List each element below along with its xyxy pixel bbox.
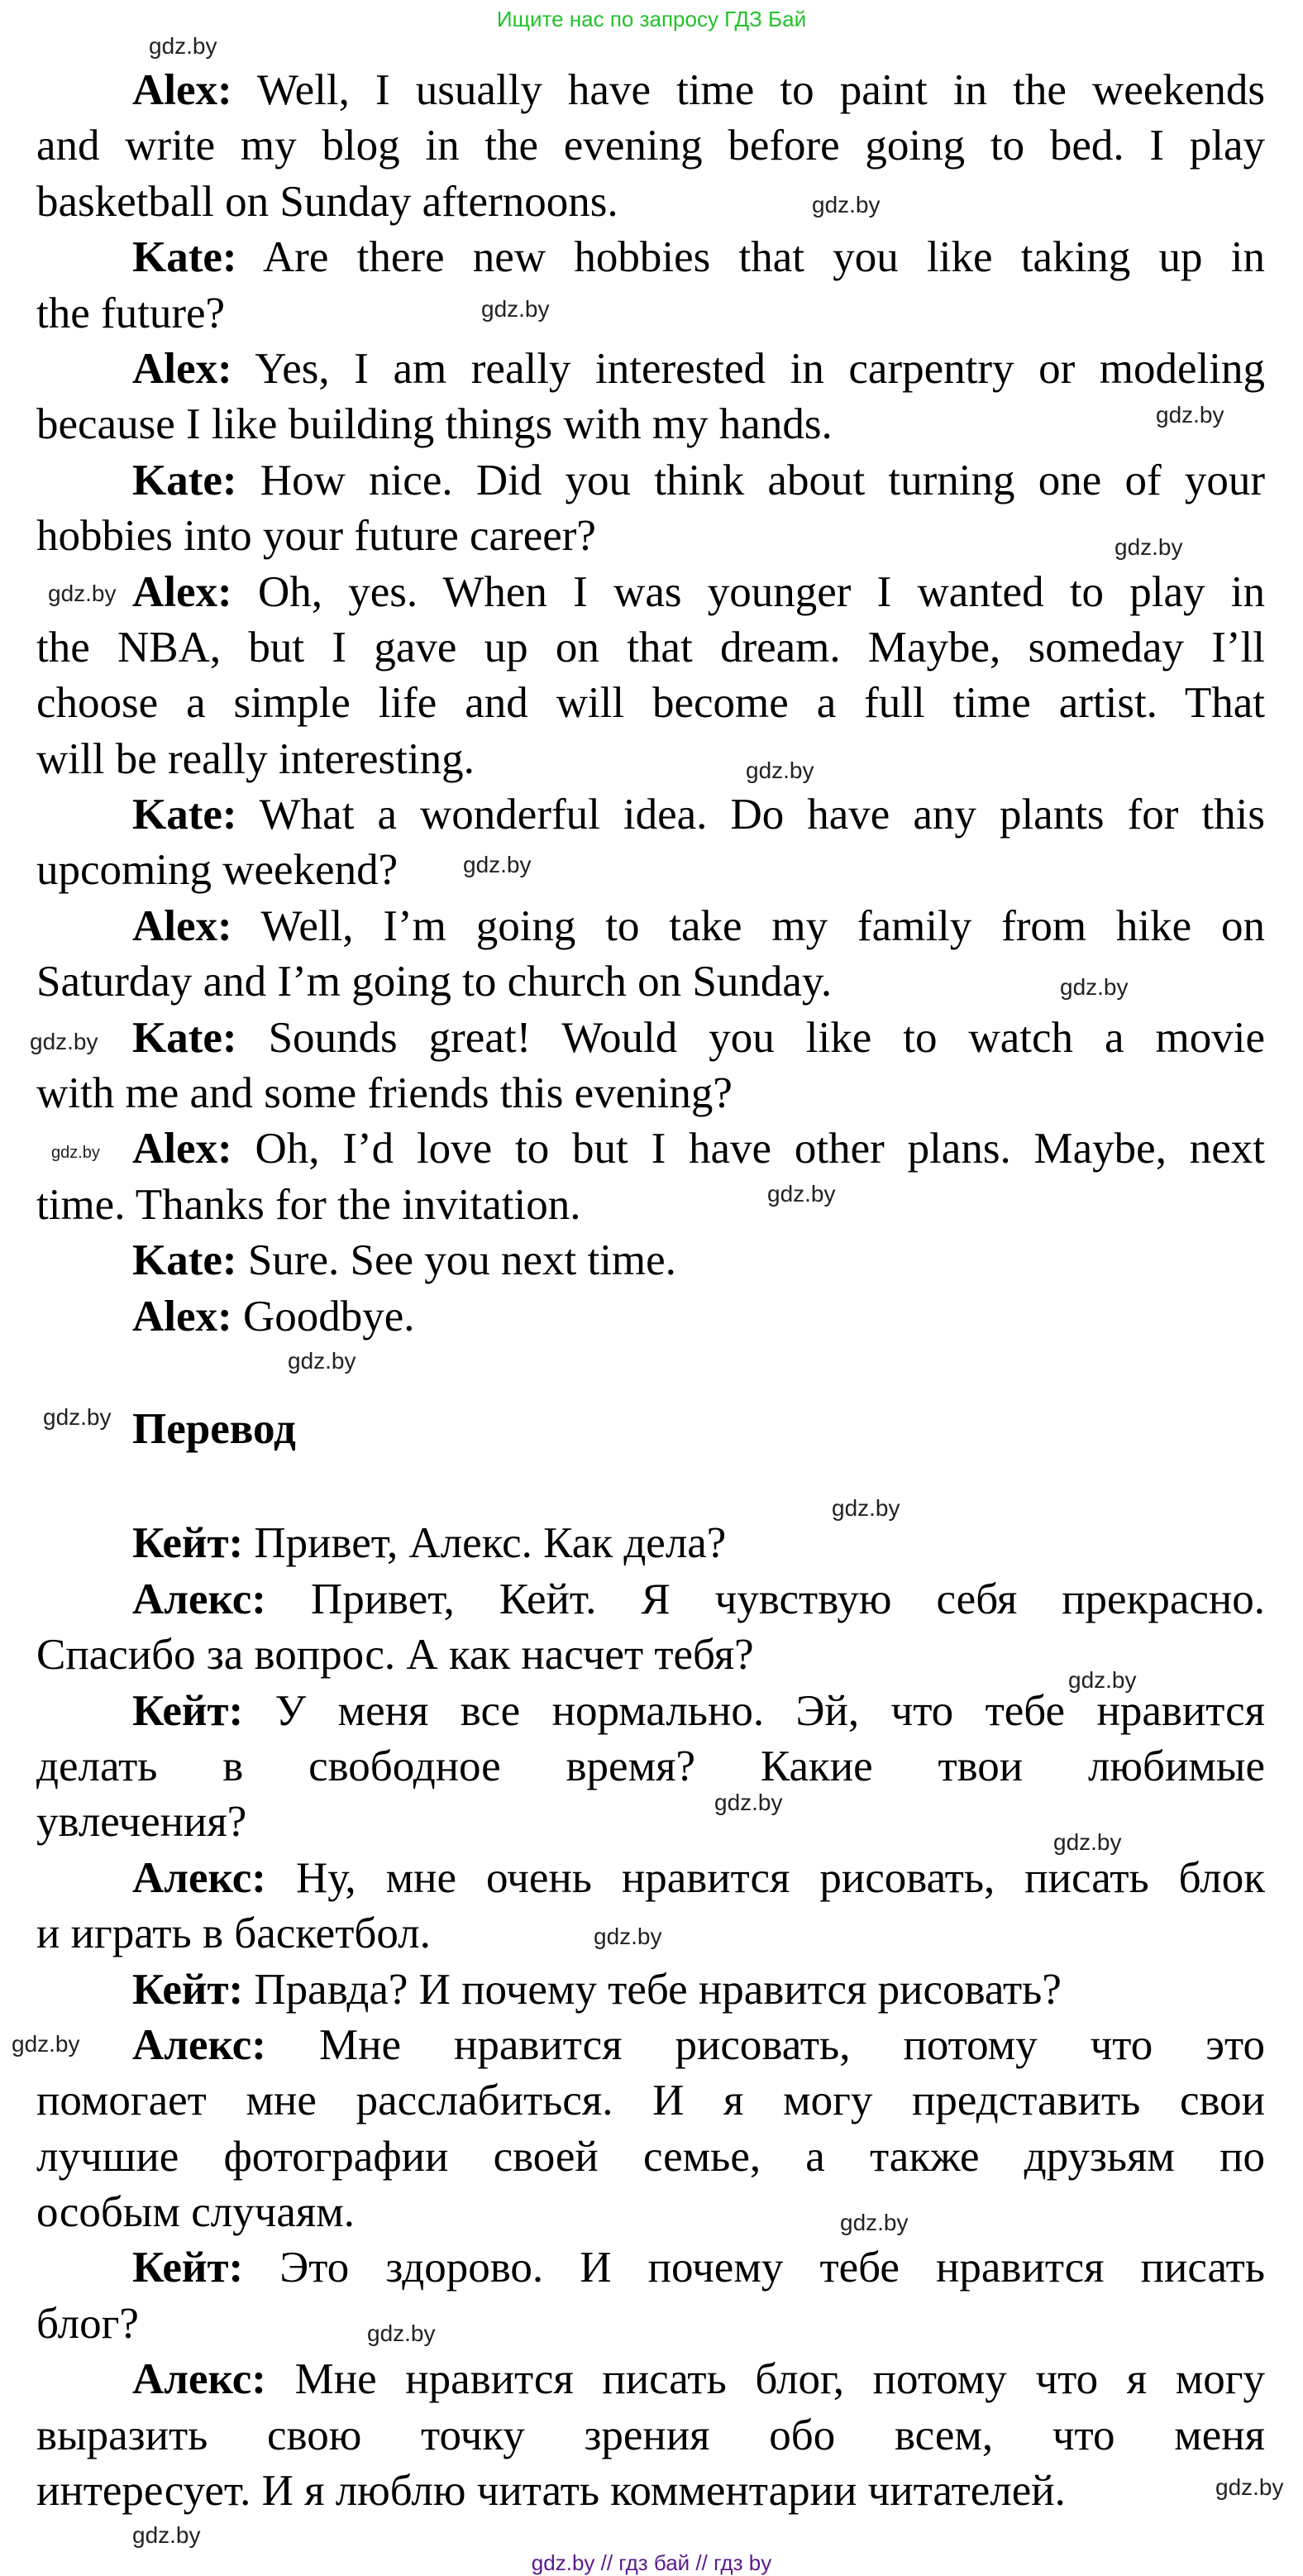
watermark-text: gdz.by <box>51 1144 100 1162</box>
dialogue-line <box>36 1121 1265 1177</box>
line-text: Спасибо за вопрос. А как насчет тебя? <box>36 1631 754 1680</box>
dialogue-line <box>36 899 1265 954</box>
line-text: Sure. See you next time. <box>247 1236 676 1285</box>
speaker-name: Kate: <box>132 1013 237 1062</box>
line-text: Правда? И почему тебе нравится рисовать? <box>254 1965 1062 2014</box>
line-text: time. Thanks for the invitation. <box>36 1180 581 1229</box>
watermark-text: gdz.by <box>481 296 550 322</box>
line-text: делать в свободное время? Какие твои любимые <box>36 1742 1265 1790</box>
line-text: Sounds great! Would you like to watch a movie <box>268 1013 1266 1062</box>
line-text: Oh, yes. When I was younger I wanted to play in <box>257 567 1265 616</box>
line-text: увлечения? <box>36 1798 247 1847</box>
line-text: Well, I’m going to take my family from hike on <box>260 901 1265 950</box>
line-text: will be really interesting. <box>36 734 475 783</box>
dialogue-line <box>36 1572 1265 1627</box>
line-text: the NBA, but I gave up on that dream. Maybe, someday I’ll <box>36 623 1265 671</box>
speaker-name: Kate: <box>132 791 237 839</box>
dialogue-line <box>36 1851 1265 1906</box>
line-text: лучшие фотографии своей семье, а также друзьям по <box>36 2132 1265 2181</box>
line-text: Yes, I am really interested in carpentry or modeling <box>255 344 1265 393</box>
line-text: Are there new hobbies that you like taking up in <box>262 233 1265 282</box>
dialogue-line <box>36 2464 1265 2519</box>
dialogue-line <box>36 2296 1265 2352</box>
watermark-text: gdz.by <box>767 1181 836 1207</box>
dialogue-line <box>36 342 1265 397</box>
speaker-name: Alex: <box>132 567 232 616</box>
speaker-name: Alex: <box>132 1125 232 1173</box>
line-text: Это здорово. И почему тебе нравится писать <box>279 2244 1266 2292</box>
speaker-name: Kate: <box>132 233 237 282</box>
line-text: choose a simple life and will become a full time artist. That <box>36 679 1265 728</box>
dialogue-line <box>36 1011 1265 1066</box>
dialogue-line <box>36 565 1265 620</box>
line-text: Привет, Кейт. Я чувствую себя прекрасно. <box>310 1575 1265 1623</box>
dialogue-line <box>36 2408 1265 2464</box>
dialogue-line <box>36 230 1265 285</box>
watermark-text: gdz.by <box>832 1495 900 1521</box>
speaker-name: Кейт: <box>132 1686 244 1735</box>
speaker-name: Кейт: <box>132 2244 244 2292</box>
watermark-text: gdz.by <box>840 2210 909 2235</box>
dialogue-line <box>36 453 1265 509</box>
watermark-text: gdz.by <box>714 1790 783 1815</box>
watermark-text: gdz.by <box>463 852 532 877</box>
line-text: Мне нравится писать блог, потому что я могу <box>294 2355 1266 2404</box>
line-text: У меня все нормально. Эй, что тебе нравится <box>274 1686 1265 1735</box>
dialogue-line <box>36 732 1265 787</box>
dialogue-line <box>36 1233 1265 1288</box>
line-text: and write my blog in the evening before going to bed. I play <box>36 122 1265 170</box>
line-text: Oh, I’d love to but I have other plans. Maybe, next <box>255 1125 1265 1173</box>
line-text: Ну, мне очень нравится рисовать, писать блок <box>295 1853 1266 1902</box>
watermark-text: gdz.by <box>1060 974 1129 1000</box>
watermark-text: gdz.by <box>746 758 814 783</box>
speaker-name: Алекс: <box>132 1853 266 1902</box>
dialogue-line <box>36 2129 1265 2185</box>
watermark-text: gdz.by <box>1156 402 1224 428</box>
dialogue-line <box>36 509 1265 564</box>
watermark-text: gdz.by <box>594 1924 662 1949</box>
line-text: особым случаям. <box>36 2188 356 2237</box>
speaker-name: Кейт: <box>132 1519 244 1568</box>
watermark-text: gdz.by <box>149 33 217 59</box>
translation-heading: Перевод <box>132 1404 296 1453</box>
line-text: upcoming weekend? <box>36 846 399 895</box>
watermark-text: gdz.by <box>132 2522 201 2548</box>
dialogue-line <box>36 1516 1265 1571</box>
speaker-name: Alex: <box>132 66 232 114</box>
watermark-text: gdz.by <box>812 192 881 217</box>
watermark-text: gdz.by <box>48 581 117 606</box>
dialogue-line <box>36 1962 1265 2018</box>
speaker-name: Алекс: <box>132 2355 266 2404</box>
dialogue-line <box>36 2073 1265 2129</box>
speaker-name: Alex: <box>132 344 232 393</box>
watermark-text: gdz.by <box>367 2320 436 2346</box>
watermark-text: gdz.by <box>12 2031 80 2057</box>
watermark-text: gdz.by <box>288 1348 356 1374</box>
line-text: How nice. Did you think about turning one of your <box>260 456 1266 504</box>
speaker-name: Алекс: <box>132 2020 266 2069</box>
dialogue-line <box>36 1178 1265 1233</box>
search-hint-header: Ищите нас по запросу ГДЗ Бай <box>496 7 807 31</box>
line-text: блог? <box>36 2299 139 2348</box>
watermark-text: gdz.by <box>1068 1667 1137 1693</box>
dialogue-line <box>36 174 1265 230</box>
dialogue-line <box>36 2018 1265 2073</box>
dialogue-line <box>36 620 1265 676</box>
dialogue-line <box>36 787 1265 843</box>
watermark-text: gdz.by <box>30 1029 98 1054</box>
dialogue-line <box>36 118 1265 174</box>
line-text: помогает мне расслабиться. И я могу представить свои <box>36 2077 1265 2125</box>
dialogue-line <box>36 2352 1265 2407</box>
dialogue-line <box>36 2240 1265 2296</box>
dialogue-line <box>36 63 1265 118</box>
line-text: Привет, Алекс. Как дела? <box>254 1519 727 1568</box>
speaker-name: Kate: <box>132 456 237 504</box>
line-text: because I like building things with my hands. <box>36 400 833 449</box>
dialogue-line <box>36 397 1265 452</box>
line-text: Мне нравится рисовать, потому что это <box>318 2020 1266 2069</box>
line-text: What a wonderful idea. Do have any plants for this <box>259 791 1265 839</box>
line-text: Well, I usually have time to paint in the weekends <box>256 66 1265 114</box>
dialogue-line <box>36 1739 1265 1795</box>
line-text: hobbies into your future career? <box>36 512 596 561</box>
dialogue-line <box>36 843 1265 898</box>
speaker-name: Alex: <box>132 901 232 950</box>
line-text: Goodbye. <box>242 1292 415 1341</box>
line-text: with me and some friends this evening? <box>36 1069 733 1118</box>
speaker-name: Алекс: <box>132 1575 266 1623</box>
watermark-text: gdz.by <box>43 1404 112 1430</box>
line-text: выразить свою точку зрения обо всем, что меня <box>36 2411 1265 2459</box>
dialogue-line <box>36 1066 1265 1121</box>
document-body <box>36 63 1265 2519</box>
line-text: the future? <box>36 289 226 337</box>
line-text: интересует. И я люблю читать комментарии читателей. <box>36 2467 1066 2516</box>
dialogue-line <box>36 1289 1265 1345</box>
speaker-name: Kate: <box>132 1236 237 1285</box>
line-text: Saturday and I’m going to church on Sunday. <box>36 958 833 1006</box>
line-text: basketball on Sunday afternoons. <box>36 177 618 226</box>
dialogue-line <box>36 286 1265 342</box>
watermark-text: gdz.by <box>1114 534 1183 560</box>
dialogue-line <box>36 676 1265 731</box>
watermark-text: gdz.by <box>1215 2474 1284 2500</box>
speaker-name: Кейт: <box>132 1965 244 2014</box>
footer-links[interactable]: gdz.by // гдз бай // гдз by <box>531 2550 772 2575</box>
dialogue-line <box>36 2185 1265 2240</box>
watermark-text: gdz.by <box>1053 1829 1122 1855</box>
line-text: и играть в баскетбол. <box>36 1909 431 1958</box>
speaker-name: Alex: <box>132 1292 232 1341</box>
